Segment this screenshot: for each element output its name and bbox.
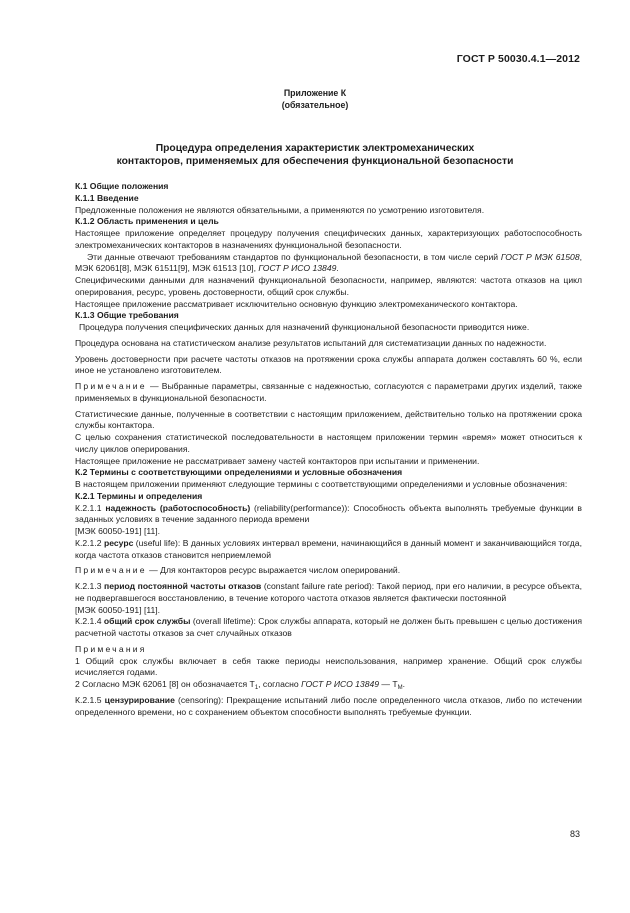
heading-k12: К.1.2 Область применения и цель — [75, 216, 219, 227]
paragraph: Статистические данные, полученные в соответствии с настоящим приложением, действительно только на протяжении срока службы контактора. — [75, 408, 582, 431]
note-label: Примечание — [75, 565, 147, 576]
notes-label: Примечания — [75, 643, 147, 654]
page-number: 83 — [569, 829, 580, 839]
term-reference: [МЭК 60050-191] [11]. — [75, 526, 161, 536]
document-body — [75, 181, 582, 718]
paragraph: С целью сохранения статистической последовательности в настоящем приложении термин «время» может относиться к числу циклов оперирования. — [75, 432, 582, 454]
heading-k1: К.1 Общие положения — [75, 181, 169, 191]
paragraph: Предложенные положения не являются обязательными, а применяются по усмотрению изготовителя. — [75, 204, 485, 215]
appendix-title: Приложение К — [283, 88, 347, 98]
term-definition: К.2.1.2 ресурс (useful life): В данных условиях интервал времени, начинающийся в данный момент и заканчивающийся тогда, когда частота отказов становится неприемлемой — [75, 537, 582, 560]
note: Примечание — Для контакторов ресурс выражается числом оперирований. — [75, 565, 401, 576]
heading-k21: К.2.1 Термины и определения — [75, 490, 203, 501]
note-label: Примечание — [75, 381, 147, 391]
term-definition: К.2.1.4 общий срок службы (overall lifetime): Срок службы аппарата, который не должен быть превышен с целью достижения расчетной частоты отказов за счет случайных отказов — [75, 616, 582, 638]
paragraph: Настоящее приложение рассматривает исключительно основную функцию электромеханического контактора. — [75, 298, 518, 309]
paragraph: Специфическими данными для назначений функциональной безопасности, например, являются: частота отказов на цикл оперирования, ресурс, уровень достоверности, общий срок службы. — [75, 275, 582, 297]
term-reference: [МЭК 60050-191] [11]. — [75, 604, 161, 615]
heading-k2: К.2 Термины с соответствующими определениями и условные обозначения — [75, 467, 403, 478]
section-title-line2: контакторов, применяемых для обеспечения функциональной безопасности — [116, 156, 514, 167]
doc-code-header: ГОСТ Р 50030.4.1—2012 — [456, 53, 580, 65]
note: Примечание — Выбранные параметры, связанные с надежностью, согласуются с параметрами других изделий, также применяемых в функциональной безопасности. — [75, 381, 582, 403]
term-definition: К.2.1.3 период постоянной частоты отказов (constant failure rate period): Такой период, при его наличии, в ресурсе объекта, не подвергавшегося восстановлению, в течение которого частота отказов является фактически постоянной — [75, 581, 582, 603]
paragraph: В настоящем приложении применяют следующие термины с соответствующими определениями и условные обозначения: — [75, 479, 568, 489]
paragraph: Уровень достоверности при расчете частоты отказов на протяжении срока службы аппарата должен составлять 60 %, если иное не установлено изготовителем. — [75, 353, 582, 376]
heading-k11: К.1.1 Введение — [75, 192, 139, 203]
term-definition: К.2.1.5 цензурирование (censoring): Прекращение испытаний либо после определенного числа отказов, либо по истечении определенного времени, но с сохранением объектом способности выполнять требуемые функции. — [75, 694, 582, 717]
note-item: 2 Согласно МЭК 62061 [8] он обозначается $T_1$, согласно ГОСТ Р ИСО 13849 — $T_M$. — [75, 679, 406, 691]
paragraph: Настоящее приложение не рассматривает замену частей контакторов при испытании и применении. — [75, 455, 480, 466]
heading-k13: К.1.3 Общие требования — [75, 310, 179, 321]
paragraph: Настоящее приложение определяет процедуру получения специфических данных, характеризующих работоспособность электромеханических контакторов в назначениях функциональной безопасности. — [75, 228, 582, 250]
appendix-status: (обязательное) — [281, 100, 349, 110]
paragraph: Эти данные отвечают требованиям стандартов по функциональной безопасности, в том числе серий ГОСТ Р МЭК 61508, МЭК 62061[8], МЭК 61511[9], МЭК 61513 [10], ГОСТ Р ИСО 13849. — [75, 251, 582, 274]
term-definition: К.2.1.1 надежность (работоспособность) (reliability(performance)): Способность объекта выполнять требуемые функции в заданных условиях в течение заданного периода времени — [75, 502, 582, 525]
note-item: 1 Общий срок службы включает в себя также периоды неиспользования, например хранение. Общий срок службы исчисляется годами. — [75, 655, 582, 678]
section-title-line1: Процедура определения характеристик электромеханических — [155, 143, 475, 154]
paragraph: Процедура получения специфических данных для назначений функциональной безопасности приводится ниже. — [79, 322, 530, 332]
paragraph: Процедура основана на статистическом анализе результатов испытаний для систематизации данных по надежности. — [75, 337, 547, 348]
